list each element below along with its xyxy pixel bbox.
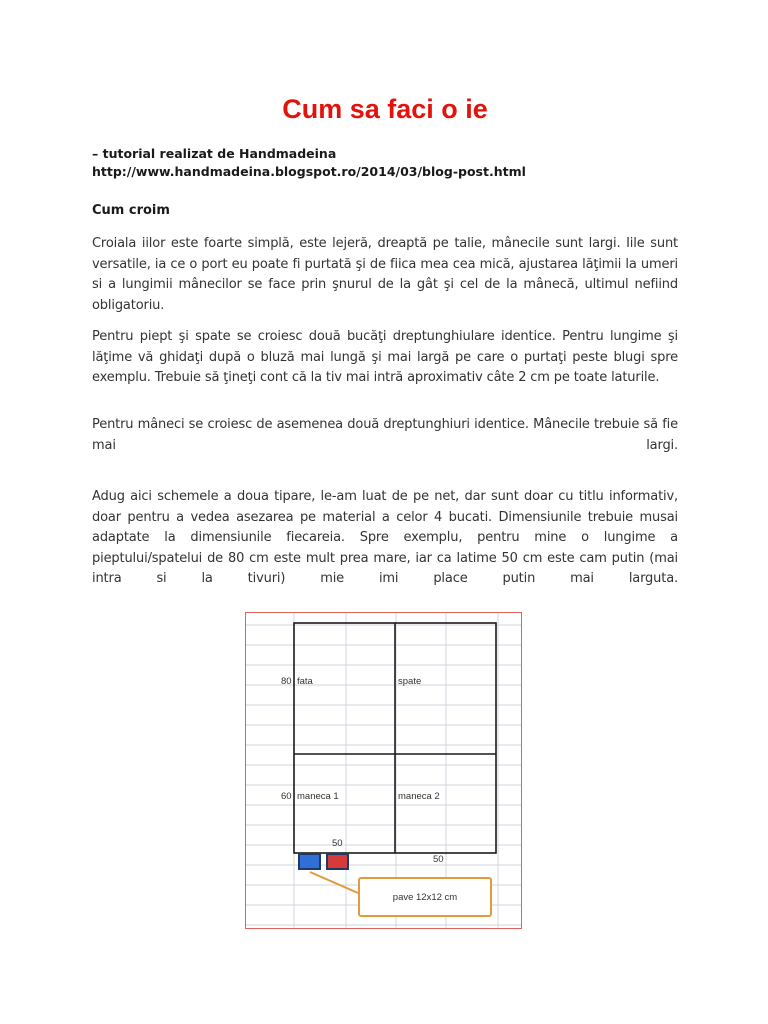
section-heading: Cum croim xyxy=(92,203,170,218)
pattern-diagram xyxy=(245,612,522,929)
label-50-width: 50 xyxy=(332,838,343,849)
document-subtitle: – tutorial realizat de Handmadeina xyxy=(92,146,337,161)
pattern-pieces-outline xyxy=(294,623,496,853)
blog-url[interactable]: http://www.handmadeina.blogspot.ro/2014/03/blog-post.html xyxy=(92,164,526,179)
paragraph-2: Pentru piept şi spate se croiesc două bucăţi dreptunghiulare identice. Pentru lungime şi lăţime vă ghidaţi după o bluză mai lungă şi mai largă pe care o purtaţi peste blugi spre exemplu. Trebuie să ţineţi cont că la tiv mai intră aproximativ câte 2 cm pe toate laturile. xyxy=(92,329,678,385)
paragraph-4: Adug aici schemele a doua tipare, le-am luat de pe net, dar sunt doar cu titlu informativ, doar pentru a vedea asezarea pe material a celor 4 bucati. Dimensiunile trebuie musai adaptate la dimensiunile fiecareia. Spre exemplu, pentru mine o lungime a pieptului/spatelui de 80 cm este mult prea mare, iar ca latime 50 cm este cam putin (mai intra si la tivuri) mie imi place putin mai larguta. xyxy=(92,489,678,586)
red-pave-swatch xyxy=(326,853,349,870)
label-maneca-2: maneca 2 xyxy=(398,791,440,802)
paragraph-3: Pentru mâneci se croiesc de asemenea două dreptunghiuri identice. Mânecile trebuie să fie mai largi. xyxy=(92,417,678,453)
label-fata: fata xyxy=(297,676,313,687)
document-title: Cum sa faci o ie xyxy=(282,94,488,124)
pave-callout: pave 12x12 cm xyxy=(358,877,492,917)
blue-pave-swatch xyxy=(298,853,321,870)
label-spate: spate xyxy=(398,676,422,687)
label-50-bottom: 50 xyxy=(433,854,444,865)
paragraph-1: Croiala iilor este foarte simplă, este lejeră, dreaptă pe talie, mânecile sunt largi. Iile sunt versatile, ia ce o port eu poate fi purtată şi de fiica mea cea mică, ajustarea lăţimii la umeri si a lungimii mânecilor se face prin şnurul de la gât şi cel de la mânecă, ultimul nefiind obligatoriu. xyxy=(92,236,678,313)
label-80: 80 xyxy=(281,676,292,687)
callout-pointer xyxy=(310,872,358,893)
label-60: 60 xyxy=(281,791,292,802)
label-maneca-1: maneca 1 xyxy=(297,791,339,802)
